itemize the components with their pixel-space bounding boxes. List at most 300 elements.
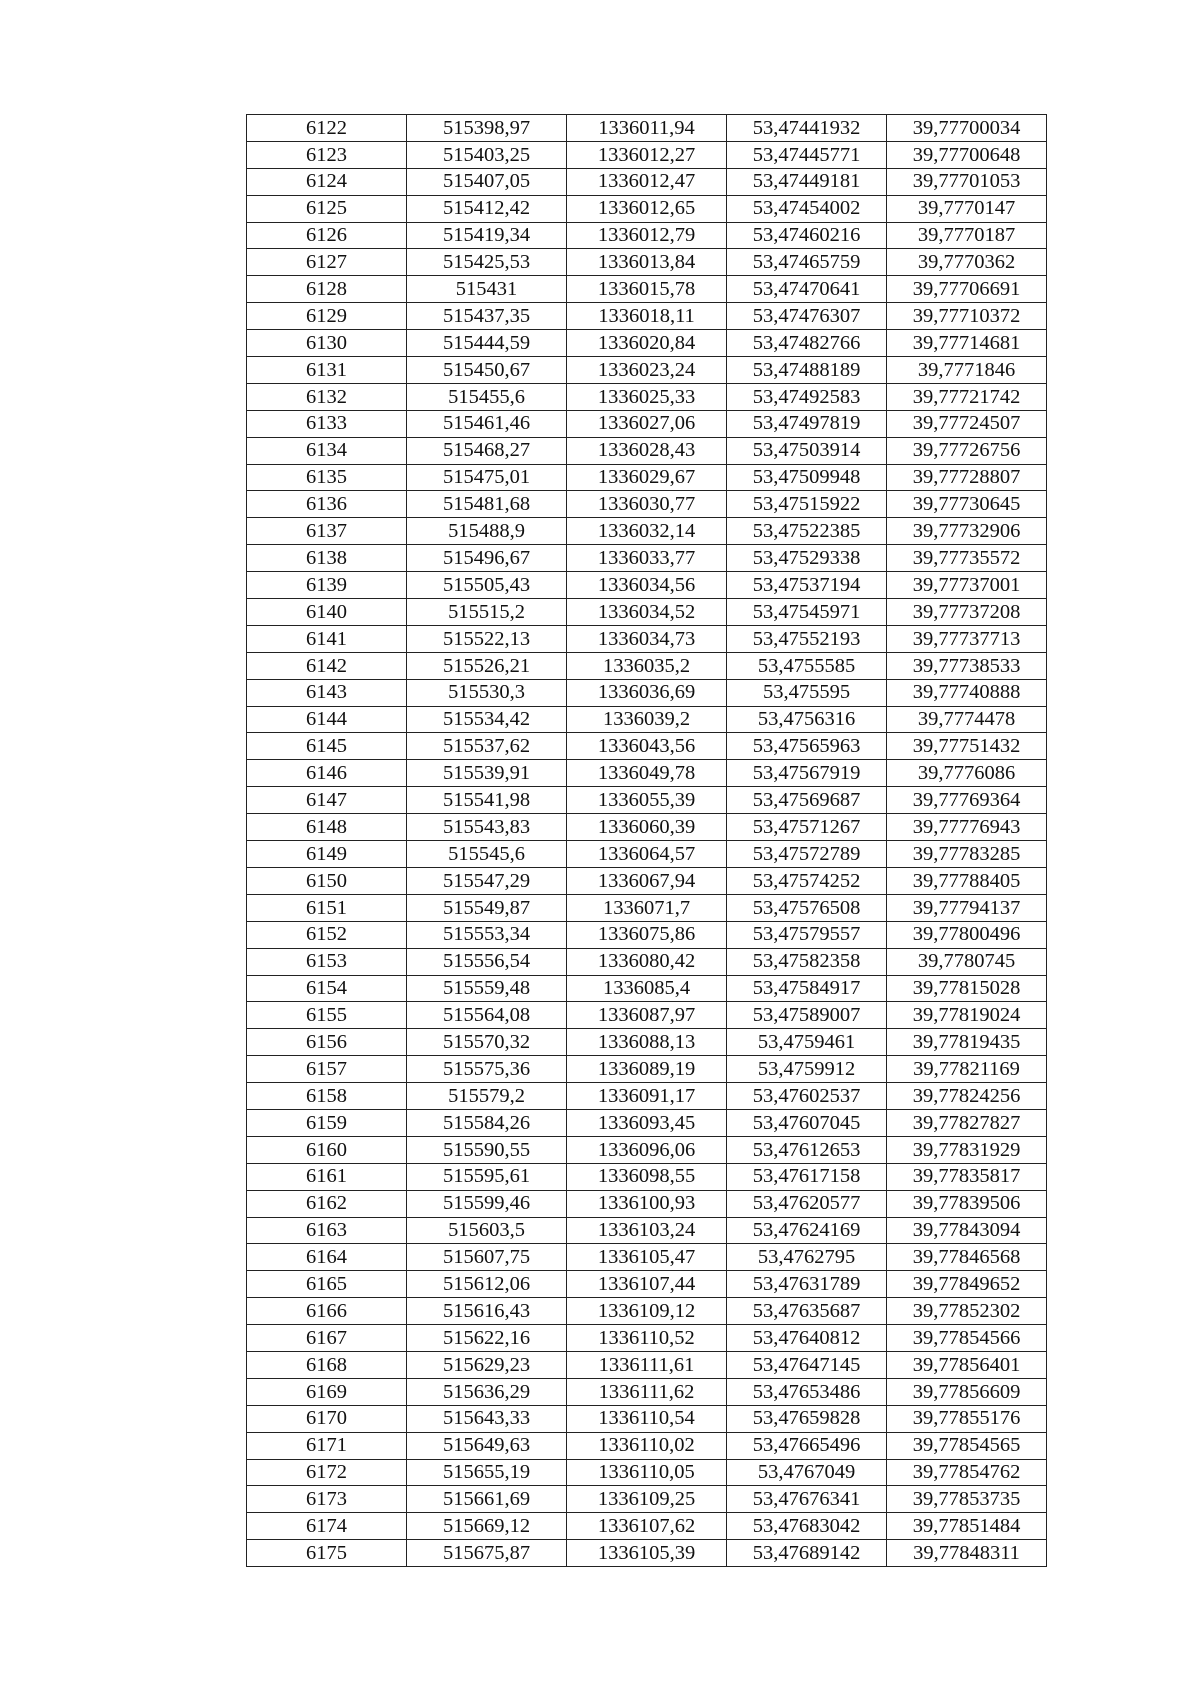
- longitude-cell: 39,77846568: [887, 1244, 1047, 1271]
- point-number-cell: 6150: [247, 867, 407, 894]
- longitude-cell: 39,7776086: [887, 760, 1047, 787]
- table-row: [247, 1163, 1047, 1190]
- latitude-cell: 53,47522385: [727, 518, 887, 545]
- latitude-cell: 53,47607045: [727, 1109, 887, 1136]
- table-row: [247, 1109, 1047, 1136]
- table-row: [247, 1136, 1047, 1163]
- latitude-cell: 53,47689142: [727, 1540, 887, 1567]
- longitude-cell: 39,77839506: [887, 1190, 1047, 1217]
- table-row: [247, 1244, 1047, 1271]
- x-coordinate-cell: 515539,91: [407, 760, 567, 787]
- y-coordinate-cell: 1336027,06: [567, 410, 727, 437]
- coordinates-table: [246, 114, 1047, 1567]
- point-number-cell: 6154: [247, 975, 407, 1002]
- point-number-cell: 6126: [247, 222, 407, 249]
- latitude-cell: 53,47589007: [727, 1002, 887, 1029]
- y-coordinate-cell: 1336109,25: [567, 1486, 727, 1513]
- point-number-cell: 6169: [247, 1378, 407, 1405]
- point-number-cell: 6136: [247, 491, 407, 518]
- table-row: [247, 760, 1047, 787]
- point-number-cell: 6166: [247, 1298, 407, 1325]
- y-coordinate-cell: 1336109,12: [567, 1298, 727, 1325]
- x-coordinate-cell: 515419,34: [407, 222, 567, 249]
- longitude-cell: 39,77819024: [887, 1002, 1047, 1029]
- table-row: [247, 222, 1047, 249]
- x-coordinate-cell: 515584,26: [407, 1109, 567, 1136]
- y-coordinate-cell: 1336020,84: [567, 330, 727, 357]
- point-number-cell: 6165: [247, 1271, 407, 1298]
- y-coordinate-cell: 1336012,27: [567, 141, 727, 168]
- table-row: [247, 437, 1047, 464]
- table-row: [247, 168, 1047, 195]
- x-coordinate-cell: 515575,36: [407, 1056, 567, 1083]
- table-row: [247, 572, 1047, 599]
- table-row: [247, 1190, 1047, 1217]
- longitude-cell: 39,77730645: [887, 491, 1047, 518]
- y-coordinate-cell: 1336029,67: [567, 464, 727, 491]
- longitude-cell: 39,77769364: [887, 787, 1047, 814]
- y-coordinate-cell: 1336091,17: [567, 1083, 727, 1110]
- x-coordinate-cell: 515559,48: [407, 975, 567, 1002]
- point-number-cell: 6144: [247, 706, 407, 733]
- latitude-cell: 53,47567919: [727, 760, 887, 787]
- table-row: [247, 249, 1047, 276]
- longitude-cell: 39,77855176: [887, 1405, 1047, 1432]
- y-coordinate-cell: 1336088,13: [567, 1029, 727, 1056]
- x-coordinate-cell: 515616,43: [407, 1298, 567, 1325]
- point-number-cell: 6123: [247, 141, 407, 168]
- y-coordinate-cell: 1336111,62: [567, 1378, 727, 1405]
- y-coordinate-cell: 1336011,94: [567, 115, 727, 142]
- latitude-cell: 53,4756316: [727, 706, 887, 733]
- longitude-cell: 39,77710372: [887, 303, 1047, 330]
- latitude-cell: 53,4759461: [727, 1029, 887, 1056]
- x-coordinate-cell: 515530,3: [407, 679, 567, 706]
- point-number-cell: 6157: [247, 1056, 407, 1083]
- table-row: [247, 330, 1047, 357]
- point-number-cell: 6134: [247, 437, 407, 464]
- y-coordinate-cell: 1336023,24: [567, 357, 727, 384]
- table-row: [247, 357, 1047, 384]
- y-coordinate-cell: 1336105,47: [567, 1244, 727, 1271]
- longitude-cell: 39,77700648: [887, 141, 1047, 168]
- x-coordinate-cell: 515612,06: [407, 1271, 567, 1298]
- point-number-cell: 6151: [247, 894, 407, 921]
- latitude-cell: 53,47602537: [727, 1083, 887, 1110]
- table-row: [247, 1083, 1047, 1110]
- latitude-cell: 53,47482766: [727, 330, 887, 357]
- latitude-cell: 53,47537194: [727, 572, 887, 599]
- longitude-cell: 39,7770187: [887, 222, 1047, 249]
- y-coordinate-cell: 1336060,39: [567, 814, 727, 841]
- y-coordinate-cell: 1336012,65: [567, 195, 727, 222]
- x-coordinate-cell: 515537,62: [407, 733, 567, 760]
- x-coordinate-cell: 515437,35: [407, 303, 567, 330]
- point-number-cell: 6171: [247, 1432, 407, 1459]
- table-row: [247, 1298, 1047, 1325]
- table-row: [247, 894, 1047, 921]
- point-number-cell: 6137: [247, 518, 407, 545]
- x-coordinate-cell: 515599,46: [407, 1190, 567, 1217]
- y-coordinate-cell: 1336030,77: [567, 491, 727, 518]
- latitude-cell: 53,4759912: [727, 1056, 887, 1083]
- y-coordinate-cell: 1336107,62: [567, 1513, 727, 1540]
- x-coordinate-cell: 515468,27: [407, 437, 567, 464]
- y-coordinate-cell: 1336034,56: [567, 572, 727, 599]
- x-coordinate-cell: 515455,6: [407, 383, 567, 410]
- table-row: [247, 1540, 1047, 1567]
- latitude-cell: 53,47449181: [727, 168, 887, 195]
- x-coordinate-cell: 515661,69: [407, 1486, 567, 1513]
- longitude-cell: 39,77819435: [887, 1029, 1047, 1056]
- latitude-cell: 53,47492583: [727, 383, 887, 410]
- point-number-cell: 6149: [247, 841, 407, 868]
- point-number-cell: 6142: [247, 652, 407, 679]
- point-number-cell: 6164: [247, 1244, 407, 1271]
- point-number-cell: 6153: [247, 948, 407, 975]
- longitude-cell: 39,77751432: [887, 733, 1047, 760]
- point-number-cell: 6133: [247, 410, 407, 437]
- x-coordinate-cell: 515496,67: [407, 545, 567, 572]
- y-coordinate-cell: 1336100,93: [567, 1190, 727, 1217]
- point-number-cell: 6146: [247, 760, 407, 787]
- latitude-cell: 53,47620577: [727, 1190, 887, 1217]
- latitude-cell: 53,47624169: [727, 1217, 887, 1244]
- x-coordinate-cell: 515629,23: [407, 1351, 567, 1378]
- table-row: [247, 491, 1047, 518]
- longitude-cell: 39,77728807: [887, 464, 1047, 491]
- table-row: [247, 115, 1047, 142]
- y-coordinate-cell: 1336089,19: [567, 1056, 727, 1083]
- x-coordinate-cell: 515595,61: [407, 1163, 567, 1190]
- point-number-cell: 6156: [247, 1029, 407, 1056]
- longitude-cell: 39,7774478: [887, 706, 1047, 733]
- table-row: [247, 1378, 1047, 1405]
- table-row: [247, 841, 1047, 868]
- point-number-cell: 6140: [247, 599, 407, 626]
- longitude-cell: 39,77821169: [887, 1056, 1047, 1083]
- longitude-cell: 39,77843094: [887, 1217, 1047, 1244]
- x-coordinate-cell: 515607,75: [407, 1244, 567, 1271]
- y-coordinate-cell: 1336071,7: [567, 894, 727, 921]
- latitude-cell: 53,4767049: [727, 1459, 887, 1486]
- table-row: [247, 1405, 1047, 1432]
- latitude-cell: 53,47476307: [727, 303, 887, 330]
- latitude-cell: 53,475595: [727, 679, 887, 706]
- table-row: [247, 599, 1047, 626]
- x-coordinate-cell: 515564,08: [407, 1002, 567, 1029]
- longitude-cell: 39,77800496: [887, 921, 1047, 948]
- y-coordinate-cell: 1336064,57: [567, 841, 727, 868]
- longitude-cell: 39,77788405: [887, 867, 1047, 894]
- point-number-cell: 6125: [247, 195, 407, 222]
- point-number-cell: 6127: [247, 249, 407, 276]
- longitude-cell: 39,77854762: [887, 1459, 1047, 1486]
- table-row: [247, 1325, 1047, 1352]
- y-coordinate-cell: 1336110,05: [567, 1459, 727, 1486]
- latitude-cell: 53,4755585: [727, 652, 887, 679]
- y-coordinate-cell: 1336067,94: [567, 867, 727, 894]
- longitude-cell: 39,7770362: [887, 249, 1047, 276]
- point-number-cell: 6158: [247, 1083, 407, 1110]
- latitude-cell: 53,47503914: [727, 437, 887, 464]
- point-number-cell: 6155: [247, 1002, 407, 1029]
- latitude-cell: 53,47497819: [727, 410, 887, 437]
- point-number-cell: 6130: [247, 330, 407, 357]
- x-coordinate-cell: 515643,33: [407, 1405, 567, 1432]
- point-number-cell: 6135: [247, 464, 407, 491]
- y-coordinate-cell: 1336036,69: [567, 679, 727, 706]
- table-row: [247, 1056, 1047, 1083]
- y-coordinate-cell: 1336105,39: [567, 1540, 727, 1567]
- y-coordinate-cell: 1336103,24: [567, 1217, 727, 1244]
- longitude-cell: 39,77853735: [887, 1486, 1047, 1513]
- table-row: [247, 1271, 1047, 1298]
- longitude-cell: 39,77849652: [887, 1271, 1047, 1298]
- x-coordinate-cell: 515461,46: [407, 410, 567, 437]
- longitude-cell: 39,77856401: [887, 1351, 1047, 1378]
- point-number-cell: 6170: [247, 1405, 407, 1432]
- point-number-cell: 6163: [247, 1217, 407, 1244]
- latitude-cell: 53,4762795: [727, 1244, 887, 1271]
- table-row: [247, 518, 1047, 545]
- y-coordinate-cell: 1336034,73: [567, 625, 727, 652]
- longitude-cell: 39,77776943: [887, 814, 1047, 841]
- x-coordinate-cell: 515475,01: [407, 464, 567, 491]
- coordinates-table-body: [247, 115, 1047, 1567]
- y-coordinate-cell: 1336043,56: [567, 733, 727, 760]
- x-coordinate-cell: 515412,42: [407, 195, 567, 222]
- latitude-cell: 53,47515922: [727, 491, 887, 518]
- x-coordinate-cell: 515431: [407, 276, 567, 303]
- latitude-cell: 53,47576508: [727, 894, 887, 921]
- table-row: [247, 276, 1047, 303]
- longitude-cell: 39,77700034: [887, 115, 1047, 142]
- x-coordinate-cell: 515622,16: [407, 1325, 567, 1352]
- table-row: [247, 1513, 1047, 1540]
- y-coordinate-cell: 1336039,2: [567, 706, 727, 733]
- table-row: [247, 303, 1047, 330]
- longitude-cell: 39,77706691: [887, 276, 1047, 303]
- longitude-cell: 39,7771846: [887, 357, 1047, 384]
- latitude-cell: 53,47574252: [727, 867, 887, 894]
- point-number-cell: 6139: [247, 572, 407, 599]
- latitude-cell: 53,47465759: [727, 249, 887, 276]
- x-coordinate-cell: 515541,98: [407, 787, 567, 814]
- point-number-cell: 6152: [247, 921, 407, 948]
- longitude-cell: 39,77724507: [887, 410, 1047, 437]
- longitude-cell: 39,77831929: [887, 1136, 1047, 1163]
- y-coordinate-cell: 1336093,45: [567, 1109, 727, 1136]
- latitude-cell: 53,47572789: [727, 841, 887, 868]
- y-coordinate-cell: 1336032,14: [567, 518, 727, 545]
- x-coordinate-cell: 515547,29: [407, 867, 567, 894]
- point-number-cell: 6128: [247, 276, 407, 303]
- y-coordinate-cell: 1336028,43: [567, 437, 727, 464]
- x-coordinate-cell: 515505,43: [407, 572, 567, 599]
- point-number-cell: 6172: [247, 1459, 407, 1486]
- longitude-cell: 39,77854565: [887, 1432, 1047, 1459]
- longitude-cell: 39,77714681: [887, 330, 1047, 357]
- longitude-cell: 39,77737001: [887, 572, 1047, 599]
- x-coordinate-cell: 515444,59: [407, 330, 567, 357]
- x-coordinate-cell: 515522,13: [407, 625, 567, 652]
- table-row: [247, 545, 1047, 572]
- x-coordinate-cell: 515556,54: [407, 948, 567, 975]
- latitude-cell: 53,47617158: [727, 1163, 887, 1190]
- table-row: [247, 787, 1047, 814]
- latitude-cell: 53,47488189: [727, 357, 887, 384]
- y-coordinate-cell: 1336098,55: [567, 1163, 727, 1190]
- point-number-cell: 6124: [247, 168, 407, 195]
- y-coordinate-cell: 1336034,52: [567, 599, 727, 626]
- latitude-cell: 53,47552193: [727, 625, 887, 652]
- longitude-cell: 39,77835817: [887, 1163, 1047, 1190]
- y-coordinate-cell: 1336080,42: [567, 948, 727, 975]
- point-number-cell: 6161: [247, 1163, 407, 1190]
- table-row: [247, 141, 1047, 168]
- table-row: [247, 948, 1047, 975]
- point-number-cell: 6143: [247, 679, 407, 706]
- y-coordinate-cell: 1336012,79: [567, 222, 727, 249]
- y-coordinate-cell: 1336110,54: [567, 1405, 727, 1432]
- latitude-cell: 53,47571267: [727, 814, 887, 841]
- longitude-cell: 39,77815028: [887, 975, 1047, 1002]
- y-coordinate-cell: 1336110,02: [567, 1432, 727, 1459]
- y-coordinate-cell: 1336096,06: [567, 1136, 727, 1163]
- latitude-cell: 53,47509948: [727, 464, 887, 491]
- latitude-cell: 53,47653486: [727, 1378, 887, 1405]
- x-coordinate-cell: 515649,63: [407, 1432, 567, 1459]
- table-row: [247, 1459, 1047, 1486]
- longitude-cell: 39,77735572: [887, 545, 1047, 572]
- x-coordinate-cell: 515579,2: [407, 1083, 567, 1110]
- longitude-cell: 39,77740888: [887, 679, 1047, 706]
- table-row: [247, 652, 1047, 679]
- x-coordinate-cell: 515488,9: [407, 518, 567, 545]
- x-coordinate-cell: 515403,25: [407, 141, 567, 168]
- x-coordinate-cell: 515590,55: [407, 1136, 567, 1163]
- longitude-cell: 39,77732906: [887, 518, 1047, 545]
- latitude-cell: 53,47612653: [727, 1136, 887, 1163]
- point-number-cell: 6167: [247, 1325, 407, 1352]
- point-number-cell: 6141: [247, 625, 407, 652]
- latitude-cell: 53,47676341: [727, 1486, 887, 1513]
- point-number-cell: 6174: [247, 1513, 407, 1540]
- table-row: [247, 1217, 1047, 1244]
- longitude-cell: 39,77737208: [887, 599, 1047, 626]
- x-coordinate-cell: 515603,5: [407, 1217, 567, 1244]
- latitude-cell: 53,47565963: [727, 733, 887, 760]
- table-row: [247, 464, 1047, 491]
- longitude-cell: 39,77856609: [887, 1378, 1047, 1405]
- latitude-cell: 53,47454002: [727, 195, 887, 222]
- latitude-cell: 53,47647145: [727, 1351, 887, 1378]
- x-coordinate-cell: 515675,87: [407, 1540, 567, 1567]
- latitude-cell: 53,47441932: [727, 115, 887, 142]
- y-coordinate-cell: 1336075,86: [567, 921, 727, 948]
- point-number-cell: 6131: [247, 357, 407, 384]
- x-coordinate-cell: 515553,34: [407, 921, 567, 948]
- x-coordinate-cell: 515545,6: [407, 841, 567, 868]
- y-coordinate-cell: 1336055,39: [567, 787, 727, 814]
- point-number-cell: 6138: [247, 545, 407, 572]
- y-coordinate-cell: 1336018,11: [567, 303, 727, 330]
- table-row: [247, 1351, 1047, 1378]
- latitude-cell: 53,47665496: [727, 1432, 887, 1459]
- point-number-cell: 6145: [247, 733, 407, 760]
- longitude-cell: 39,7780745: [887, 948, 1047, 975]
- longitude-cell: 39,77738533: [887, 652, 1047, 679]
- longitude-cell: 39,77783285: [887, 841, 1047, 868]
- y-coordinate-cell: 1336111,61: [567, 1351, 727, 1378]
- latitude-cell: 53,47569687: [727, 787, 887, 814]
- table-row: [247, 706, 1047, 733]
- longitude-cell: 39,77851484: [887, 1513, 1047, 1540]
- y-coordinate-cell: 1336025,33: [567, 383, 727, 410]
- x-coordinate-cell: 515636,29: [407, 1378, 567, 1405]
- longitude-cell: 39,7770147: [887, 195, 1047, 222]
- x-coordinate-cell: 515534,42: [407, 706, 567, 733]
- point-number-cell: 6160: [247, 1136, 407, 1163]
- y-coordinate-cell: 1336035,2: [567, 652, 727, 679]
- x-coordinate-cell: 515398,97: [407, 115, 567, 142]
- latitude-cell: 53,47584917: [727, 975, 887, 1002]
- table-row: [247, 410, 1047, 437]
- x-coordinate-cell: 515543,83: [407, 814, 567, 841]
- point-number-cell: 6147: [247, 787, 407, 814]
- latitude-cell: 53,47582358: [727, 948, 887, 975]
- latitude-cell: 53,47460216: [727, 222, 887, 249]
- y-coordinate-cell: 1336012,47: [567, 168, 727, 195]
- table-row: [247, 195, 1047, 222]
- table-row: [247, 1486, 1047, 1513]
- longitude-cell: 39,77701053: [887, 168, 1047, 195]
- table-row: [247, 733, 1047, 760]
- latitude-cell: 53,47445771: [727, 141, 887, 168]
- y-coordinate-cell: 1336049,78: [567, 760, 727, 787]
- table-row: [247, 1029, 1047, 1056]
- y-coordinate-cell: 1336015,78: [567, 276, 727, 303]
- latitude-cell: 53,47631789: [727, 1271, 887, 1298]
- y-coordinate-cell: 1336087,97: [567, 1002, 727, 1029]
- longitude-cell: 39,77852302: [887, 1298, 1047, 1325]
- x-coordinate-cell: 515549,87: [407, 894, 567, 921]
- table-row: [247, 625, 1047, 652]
- x-coordinate-cell: 515669,12: [407, 1513, 567, 1540]
- y-coordinate-cell: 1336110,52: [567, 1325, 727, 1352]
- y-coordinate-cell: 1336033,77: [567, 545, 727, 572]
- point-number-cell: 6173: [247, 1486, 407, 1513]
- longitude-cell: 39,77854566: [887, 1325, 1047, 1352]
- table-row: [247, 814, 1047, 841]
- table-row: [247, 921, 1047, 948]
- table-row: [247, 383, 1047, 410]
- table-row: [247, 679, 1047, 706]
- point-number-cell: 6148: [247, 814, 407, 841]
- y-coordinate-cell: 1336013,84: [567, 249, 727, 276]
- table-row: [247, 975, 1047, 1002]
- latitude-cell: 53,47579557: [727, 921, 887, 948]
- x-coordinate-cell: 515515,2: [407, 599, 567, 626]
- x-coordinate-cell: 515570,32: [407, 1029, 567, 1056]
- point-number-cell: 6129: [247, 303, 407, 330]
- point-number-cell: 6132: [247, 383, 407, 410]
- latitude-cell: 53,47470641: [727, 276, 887, 303]
- table-row: [247, 867, 1047, 894]
- latitude-cell: 53,47529338: [727, 545, 887, 572]
- latitude-cell: 53,47640812: [727, 1325, 887, 1352]
